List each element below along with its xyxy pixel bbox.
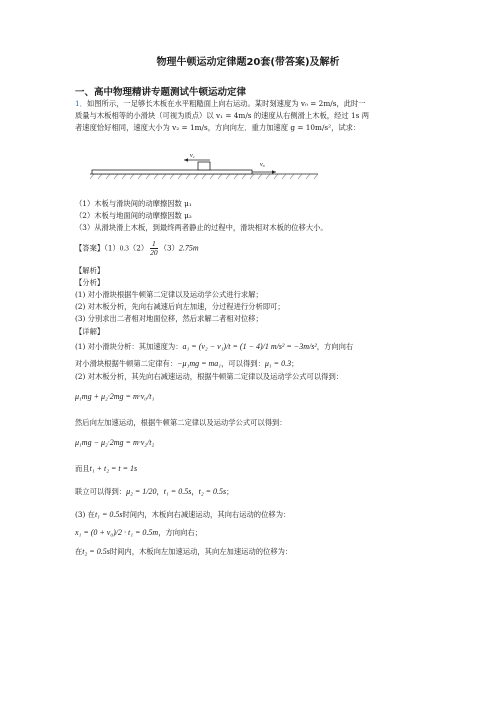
step3-time: t₁ = 0.5s xyxy=(94,510,123,519)
step1-prefix: (1) 对小滑块分析：其加速度为： xyxy=(75,342,183,351)
fenxi-heading: 【分析】 xyxy=(75,278,105,287)
equation-x1: x₁ = (0 + v₀)/2 · t₁ = 0.5m xyxy=(75,528,159,537)
step3b-line xyxy=(75,547,292,557)
equation-mu2: μ₂ = 1/20 xyxy=(126,487,157,496)
step3b-time: t₂ = 0.5s xyxy=(82,547,110,556)
equation-a: μ₁mg + μ₂·2mg = m·v₀/t₁ xyxy=(75,392,155,401)
step1b-result: μ₁ = 0.3 xyxy=(264,359,292,368)
wooden-board xyxy=(92,170,252,174)
question-line-2: 质量与木板相等的小滑块（可视为质点）以 v₁ = 4m/s 的速度从右侧滑上木板，经过 1s 两 xyxy=(75,111,370,120)
fenxi-item-2: (2) 对木板分析，先向右减速后向左加速，分过程进行分析即可； xyxy=(75,302,285,311)
equation-b: μ₁mg − μ₂·2mg = m·v₂/t₂ xyxy=(75,438,155,447)
step2-text: (2) 对木板分析，其先向右减速运动，根据牛顿第二定律以及运动学公式可以得到： xyxy=(75,372,344,381)
step3-line xyxy=(75,510,290,520)
equation-x1-suffix: ，方向向右； xyxy=(158,528,202,537)
step3-prefix: (3) 在 xyxy=(75,510,95,519)
jiexi-heading: 【解析】 xyxy=(75,266,105,275)
step3b-suffix: 时间内，木板向左加速运动，其向左加速运动的位移为： xyxy=(109,547,293,556)
question-line-1 xyxy=(75,99,366,109)
step2d-line: 联立可以得到：μ₂ = 1/20，t₁ = 0.5s，t₂ = 0.5s； xyxy=(75,487,234,496)
fenxi-item-1: (1) 对小滑块根据牛顿第二定律以及运动学公式进行求解； xyxy=(75,290,263,299)
step2b-text: 然后向左加速运动，根据牛顿第二定律以及运动学公式可以得到： xyxy=(75,418,287,427)
fenxi-item-3: (3) 分别求出二者相对地面位移，然后求解二者相对位移； xyxy=(75,314,263,323)
answer-line xyxy=(75,240,199,257)
answer-sep-3: （3） xyxy=(159,243,179,253)
v0-label: v₀ xyxy=(260,162,265,168)
board-block-diagram xyxy=(90,150,320,190)
step2d-prefix: 联立可以得到： xyxy=(75,487,127,496)
step1-suffix: ，方向向右 xyxy=(316,342,354,351)
step3-x1-line xyxy=(75,528,202,538)
step3-suffix: 时间内，木板向右减速运动，其向右运动的位移为： xyxy=(122,510,291,519)
step1b-mid: ，可以得到： xyxy=(221,359,265,368)
question-text-1: 如图所示，一足够长木板在水平粗糙面上向右运动。某时刻速度为 v₀ = 2m/s，此时一 xyxy=(86,99,366,108)
v1-label: v₁ xyxy=(190,153,195,159)
part-1: （1）木板与滑块间的动摩擦因数 μ₁ xyxy=(75,199,192,208)
answer-label: 【答案】（1） xyxy=(75,243,120,253)
answer-2-denominator: 20 xyxy=(150,248,158,257)
question-line-3: 者速度恰好相同，速度大小为 v₂ = 1m/s，方向向左．重力加速度 g = 10m/s²，试求： xyxy=(75,123,361,132)
step2c-prefix: 而且 xyxy=(75,464,90,473)
answer-1: 0.3 xyxy=(119,243,129,253)
step1b-line: 对小滑块根据牛顿第二定律有：−μ₁mg = ma₁，可以得到：μ₁ = 0.3； xyxy=(75,359,299,368)
xiangjie-heading: 【详解】 xyxy=(75,327,105,336)
answer-3: 2.75m xyxy=(178,243,199,253)
step2c-line xyxy=(75,464,137,474)
step3b-prefix: 在 xyxy=(75,547,83,556)
part-3: （3）从滑块滑上木板，到最终两者静止的过程中，滑块相对木板的位移大小。 xyxy=(75,223,328,232)
section-heading: 一、高中物理精讲专题测试牛顿运动定律 xyxy=(75,87,247,98)
question-number: 1． xyxy=(75,99,87,108)
step1-equation: a₁ = (v₂ − v₁)/t = (1 − 4)/1 m/s² = −3m/s² xyxy=(182,342,317,351)
step1b-prefix: 对小滑块根据牛顿第二定律有： xyxy=(75,359,178,368)
equation-t1: t₁ = 0.5s xyxy=(163,487,192,496)
small-block xyxy=(198,162,210,170)
ground-hatching xyxy=(90,174,318,179)
step1-line xyxy=(75,342,353,352)
answer-2-numerator: 1 xyxy=(152,239,156,248)
part-2: （2）木板与地面间的动摩擦因数 μ₂ xyxy=(75,211,192,220)
answer-sep-2: （2） xyxy=(128,243,149,253)
equation-c: t₁ + t₂ = t = 1s xyxy=(89,464,138,473)
document-title: 物理牛顿运动定律题20套(带答案)及解析 xyxy=(156,57,340,68)
step1b-equation: −μ₁mg = ma₁ xyxy=(177,359,222,368)
equation-t2: t₂ = 0.5s xyxy=(198,487,227,496)
answer-2-fraction xyxy=(150,240,158,257)
